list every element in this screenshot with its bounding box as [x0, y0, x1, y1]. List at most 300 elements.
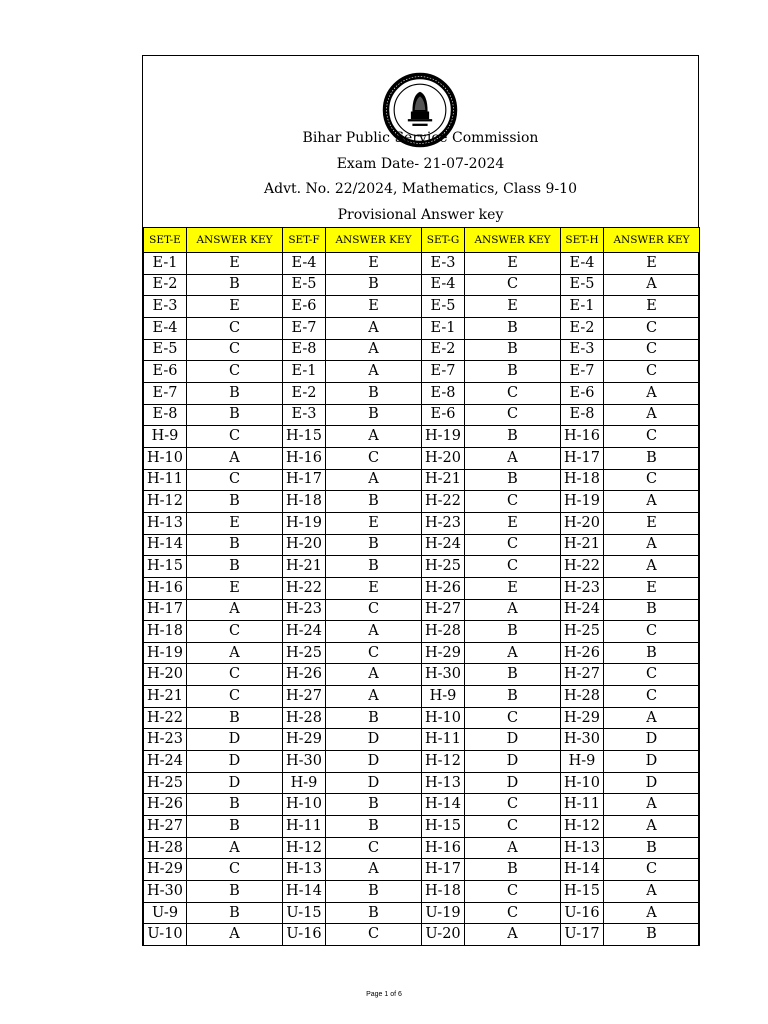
question-code-cell: H-26 [283, 664, 326, 686]
question-code-cell: H-26 [422, 577, 465, 599]
question-code-cell: H-17 [283, 469, 326, 491]
answer-cell: B [604, 599, 700, 621]
question-code-cell: H-16 [144, 577, 187, 599]
answer-cell: E [604, 296, 700, 318]
question-code-cell: H-21 [144, 686, 187, 708]
question-code-cell: H-9 [422, 686, 465, 708]
table-row [144, 469, 700, 491]
answer-cell: B [465, 426, 561, 448]
question-code-cell: H-30 [422, 664, 465, 686]
question-code-cell: U-19 [422, 902, 465, 924]
column-header: SET-F [283, 228, 326, 253]
table-row [144, 296, 700, 318]
answer-cell: E [604, 253, 700, 275]
question-code-cell: H-28 [422, 621, 465, 643]
table-row [144, 772, 700, 794]
question-code-cell: E-1 [561, 296, 604, 318]
question-code-cell: H-19 [283, 512, 326, 534]
question-code-cell: H-12 [561, 816, 604, 838]
question-code-cell: E-8 [422, 382, 465, 404]
question-code-cell: H-15 [144, 556, 187, 578]
answer-cell: B [187, 707, 283, 729]
table-row [144, 729, 700, 751]
answer-cell: C [604, 686, 700, 708]
question-code-cell: U-15 [283, 902, 326, 924]
answer-cell: C [326, 599, 422, 621]
question-code-cell: E-8 [561, 404, 604, 426]
question-code-cell: H-9 [283, 772, 326, 794]
question-code-cell: E-7 [144, 382, 187, 404]
answer-cell: B [187, 902, 283, 924]
answer-cell: A [187, 447, 283, 469]
question-code-cell: H-13 [561, 837, 604, 859]
answer-cell: B [326, 491, 422, 513]
answer-cell: A [326, 469, 422, 491]
answer-cell: C [604, 469, 700, 491]
table-row [144, 599, 700, 621]
answer-cell: D [465, 772, 561, 794]
answer-cell: B [326, 816, 422, 838]
question-code-cell: E-3 [144, 296, 187, 318]
question-code-cell: E-7 [561, 361, 604, 383]
answer-cell: B [187, 816, 283, 838]
answer-cell: A [604, 382, 700, 404]
answer-cell: E [187, 577, 283, 599]
table-row [144, 339, 700, 361]
question-code-cell: H-21 [283, 556, 326, 578]
table-row [144, 621, 700, 643]
question-code-cell: E-5 [144, 339, 187, 361]
table-row [144, 274, 700, 296]
question-code-cell: H-20 [561, 512, 604, 534]
answer-cell: A [604, 881, 700, 903]
answer-cell: C [604, 426, 700, 448]
answer-cell: C [465, 404, 561, 426]
answer-cell: B [465, 339, 561, 361]
question-code-cell: E-6 [561, 382, 604, 404]
organization-title: Bihar Public Service Commission [302, 130, 539, 146]
question-code-cell: U-16 [561, 902, 604, 924]
answer-cell: C [465, 382, 561, 404]
answer-cell: C [604, 339, 700, 361]
answer-cell: B [465, 317, 561, 339]
answer-cell: A [604, 534, 700, 556]
question-code-cell: H-14 [422, 794, 465, 816]
answer-cell: A [604, 491, 700, 513]
question-code-cell: E-1 [144, 253, 187, 275]
table-row [144, 491, 700, 513]
answer-cell: B [326, 902, 422, 924]
answer-cell: C [326, 642, 422, 664]
answer-cell: E [326, 577, 422, 599]
question-code-cell: E-8 [144, 404, 187, 426]
answer-cell: A [604, 404, 700, 426]
question-code-cell: H-26 [561, 642, 604, 664]
answer-cell: E [326, 253, 422, 275]
question-code-cell: H-20 [422, 447, 465, 469]
question-code-cell: E-4 [144, 317, 187, 339]
question-code-cell: U-20 [422, 924, 465, 946]
answer-cell: A [326, 621, 422, 643]
column-header: SET-H [561, 228, 604, 253]
question-code-cell: H-18 [422, 881, 465, 903]
answer-cell: B [326, 556, 422, 578]
table-row [144, 881, 700, 903]
answer-cell: A [326, 664, 422, 686]
question-code-cell: H-14 [561, 859, 604, 881]
document-title: Provisional Answer key [337, 207, 504, 223]
question-code-cell: H-11 [144, 469, 187, 491]
answer-cell: B [326, 534, 422, 556]
answer-cell: D [326, 751, 422, 773]
answer-cell: E [326, 512, 422, 534]
answer-cell: C [604, 317, 700, 339]
question-code-cell: H-12 [144, 491, 187, 513]
answer-cell: A [326, 426, 422, 448]
answer-cell: A [326, 317, 422, 339]
answer-cell: C [465, 816, 561, 838]
answer-cell: B [187, 556, 283, 578]
answer-cell: A [187, 642, 283, 664]
column-header: ANSWER KEY [187, 228, 283, 253]
table-row [144, 707, 700, 729]
table-row [144, 902, 700, 924]
answer-cell: E [187, 253, 283, 275]
answer-cell: D [465, 751, 561, 773]
table-row [144, 361, 700, 383]
answer-cell: B [465, 859, 561, 881]
question-code-cell: U-9 [144, 902, 187, 924]
column-header: ANSWER KEY [326, 228, 422, 253]
question-code-cell: E-3 [561, 339, 604, 361]
answer-cell: C [326, 447, 422, 469]
answer-cell: A [604, 556, 700, 578]
question-code-cell: H-22 [144, 707, 187, 729]
answer-cell: A [604, 274, 700, 296]
answer-cell: B [187, 794, 283, 816]
question-code-cell: H-28 [283, 707, 326, 729]
question-code-cell: E-7 [422, 361, 465, 383]
answer-cell: C [187, 664, 283, 686]
question-code-cell: E-2 [561, 317, 604, 339]
question-code-cell: H-22 [283, 577, 326, 599]
table-row [144, 253, 700, 275]
exam-date: Exam Date- 21-07-2024 [336, 156, 505, 172]
answer-cell: C [465, 556, 561, 578]
question-code-cell: H-23 [422, 512, 465, 534]
answer-cell: B [604, 924, 700, 946]
question-code-cell: H-12 [422, 751, 465, 773]
answer-cell: A [187, 837, 283, 859]
answer-cell: B [465, 686, 561, 708]
answer-cell: E [187, 296, 283, 318]
answer-cell: A [604, 794, 700, 816]
answer-cell: A [326, 859, 422, 881]
question-code-cell: H-27 [422, 599, 465, 621]
question-code-cell: H-26 [144, 794, 187, 816]
question-code-cell: H-16 [561, 426, 604, 448]
answer-cell: B [604, 447, 700, 469]
answer-cell: D [326, 729, 422, 751]
question-code-cell: E-3 [422, 253, 465, 275]
table-row [144, 859, 700, 881]
question-code-cell: H-11 [561, 794, 604, 816]
question-code-cell: H-17 [422, 859, 465, 881]
answer-cell: A [465, 924, 561, 946]
question-code-cell: H-25 [561, 621, 604, 643]
table-row [144, 317, 700, 339]
question-code-cell: H-25 [422, 556, 465, 578]
answer-cell: A [465, 447, 561, 469]
answer-cell: C [465, 707, 561, 729]
answer-cell: C [326, 924, 422, 946]
answer-cell: C [187, 317, 283, 339]
answer-cell: B [187, 881, 283, 903]
question-code-cell: H-15 [283, 426, 326, 448]
question-code-cell: H-12 [283, 837, 326, 859]
question-code-cell: E-5 [422, 296, 465, 318]
answer-cell: C [604, 859, 700, 881]
question-code-cell: H-10 [283, 794, 326, 816]
question-code-cell: H-16 [422, 837, 465, 859]
answer-cell: B [326, 881, 422, 903]
question-code-cell: E-2 [422, 339, 465, 361]
answer-cell: B [604, 837, 700, 859]
answer-cell: E [465, 577, 561, 599]
column-header: ANSWER KEY [604, 228, 700, 253]
answer-cell: C [604, 664, 700, 686]
answer-cell: D [187, 729, 283, 751]
answer-cell: D [187, 772, 283, 794]
question-code-cell: E-1 [283, 361, 326, 383]
answer-cell: A [604, 707, 700, 729]
answer-cell: D [465, 729, 561, 751]
page-number: Page 1 of 6 [366, 991, 402, 998]
answer-cell: E [465, 253, 561, 275]
question-code-cell: E-2 [144, 274, 187, 296]
answer-cell: A [187, 599, 283, 621]
question-code-cell: H-13 [283, 859, 326, 881]
table-row [144, 924, 700, 946]
question-code-cell: H-21 [561, 534, 604, 556]
question-code-cell: E-7 [283, 317, 326, 339]
answer-cell: C [187, 426, 283, 448]
question-code-cell: E-1 [422, 317, 465, 339]
question-code-cell: H-30 [144, 881, 187, 903]
answer-cell: D [604, 772, 700, 794]
answer-cell: E [465, 296, 561, 318]
answer-cell: D [604, 729, 700, 751]
question-code-cell: H-28 [561, 686, 604, 708]
question-code-cell: E-5 [283, 274, 326, 296]
question-code-cell: E-6 [422, 404, 465, 426]
table-header-row [144, 228, 700, 253]
table-row [144, 426, 700, 448]
answer-cell: B [187, 491, 283, 513]
question-code-cell: H-11 [422, 729, 465, 751]
answer-cell: C [465, 902, 561, 924]
question-code-cell: H-18 [283, 491, 326, 513]
answer-cell: B [326, 274, 422, 296]
question-code-cell: H-15 [561, 881, 604, 903]
question-code-cell: E-5 [561, 274, 604, 296]
question-code-cell: H-11 [283, 816, 326, 838]
answer-cell: E [604, 512, 700, 534]
question-code-cell: H-10 [144, 447, 187, 469]
question-code-cell: H-21 [422, 469, 465, 491]
question-code-cell: H-30 [561, 729, 604, 751]
question-code-cell: H-29 [561, 707, 604, 729]
table-row [144, 447, 700, 469]
answer-cell: C [187, 621, 283, 643]
table-row [144, 816, 700, 838]
question-code-cell: H-27 [283, 686, 326, 708]
answer-cell: C [465, 491, 561, 513]
question-code-cell: H-25 [144, 772, 187, 794]
answer-cell: A [465, 837, 561, 859]
answer-cell: B [604, 642, 700, 664]
question-code-cell: H-17 [144, 599, 187, 621]
answer-cell: C [187, 859, 283, 881]
question-code-cell: H-18 [561, 469, 604, 491]
answer-cell: A [604, 816, 700, 838]
question-code-cell: H-25 [283, 642, 326, 664]
table-row [144, 664, 700, 686]
answer-cell: E [604, 577, 700, 599]
question-code-cell: E-6 [144, 361, 187, 383]
answer-cell: D [326, 772, 422, 794]
question-code-cell: H-23 [283, 599, 326, 621]
answer-cell: C [187, 339, 283, 361]
question-code-cell: H-22 [561, 556, 604, 578]
question-code-cell: H-23 [561, 577, 604, 599]
question-code-cell: E-8 [283, 339, 326, 361]
question-code-cell: U-16 [283, 924, 326, 946]
column-header: SET-G [422, 228, 465, 253]
answer-cell: B [326, 382, 422, 404]
question-code-cell: H-9 [144, 426, 187, 448]
answer-cell: C [604, 361, 700, 383]
answer-cell: A [465, 642, 561, 664]
question-code-cell: E-3 [283, 404, 326, 426]
table-row [144, 534, 700, 556]
table-row [144, 512, 700, 534]
question-code-cell: H-29 [144, 859, 187, 881]
question-code-cell: H-10 [422, 707, 465, 729]
answer-cell: B [326, 707, 422, 729]
answer-cell: C [187, 361, 283, 383]
table-row [144, 751, 700, 773]
table-row [144, 686, 700, 708]
answer-cell: B [326, 794, 422, 816]
answer-cell: C [465, 794, 561, 816]
answer-cell: C [326, 837, 422, 859]
question-code-cell: H-24 [561, 599, 604, 621]
question-code-cell: H-24 [144, 751, 187, 773]
question-code-cell: H-13 [422, 772, 465, 794]
table-row [144, 794, 700, 816]
answer-cell: D [604, 751, 700, 773]
question-code-cell: H-10 [561, 772, 604, 794]
answer-cell: E [465, 512, 561, 534]
answer-cell: B [187, 404, 283, 426]
advertisement-info: Advt. No. 22/2024, Mathematics, Class 9-10 [264, 181, 577, 197]
answer-cell: A [187, 924, 283, 946]
answer-cell: E [326, 296, 422, 318]
answer-cell: E [187, 512, 283, 534]
question-code-cell: H-24 [283, 621, 326, 643]
question-code-cell: H-19 [561, 491, 604, 513]
question-code-cell: H-16 [283, 447, 326, 469]
question-code-cell: E-4 [422, 274, 465, 296]
question-code-cell: U-10 [144, 924, 187, 946]
question-code-cell: H-23 [144, 729, 187, 751]
question-code-cell: H-28 [144, 837, 187, 859]
question-code-cell: H-14 [283, 881, 326, 903]
answer-cell: A [604, 902, 700, 924]
answer-cell: C [465, 881, 561, 903]
answer-cell: C [465, 274, 561, 296]
table-row [144, 404, 700, 426]
answer-cell: B [187, 534, 283, 556]
answer-cell: C [187, 469, 283, 491]
question-code-cell: H-14 [144, 534, 187, 556]
question-code-cell: E-4 [561, 253, 604, 275]
table-row [144, 837, 700, 859]
answer-cell: A [326, 339, 422, 361]
question-code-cell: H-19 [144, 642, 187, 664]
answer-cell: B [187, 274, 283, 296]
question-code-cell: H-15 [422, 816, 465, 838]
answer-cell: B [465, 621, 561, 643]
answer-cell: B [326, 404, 422, 426]
table-row [144, 642, 700, 664]
question-code-cell: H-9 [561, 751, 604, 773]
question-code-cell: E-4 [283, 253, 326, 275]
question-code-cell: H-18 [144, 621, 187, 643]
question-code-cell: H-22 [422, 491, 465, 513]
answer-key-table [143, 227, 700, 946]
column-header: SET-E [144, 228, 187, 253]
table-row [144, 577, 700, 599]
column-header: ANSWER KEY [465, 228, 561, 253]
question-code-cell: U-17 [561, 924, 604, 946]
question-code-cell: H-20 [144, 664, 187, 686]
question-code-cell: E-6 [283, 296, 326, 318]
answer-cell: C [604, 621, 700, 643]
question-code-cell: H-13 [144, 512, 187, 534]
question-code-cell: H-30 [283, 751, 326, 773]
answer-cell: B [187, 382, 283, 404]
table-row [144, 382, 700, 404]
table-row [144, 556, 700, 578]
question-code-cell: H-17 [561, 447, 604, 469]
question-code-cell: H-29 [283, 729, 326, 751]
answer-cell: A [326, 361, 422, 383]
answer-cell: C [465, 534, 561, 556]
answer-cell: D [187, 751, 283, 773]
answer-cell: C [187, 686, 283, 708]
answer-cell: A [465, 599, 561, 621]
question-code-cell: H-29 [422, 642, 465, 664]
question-code-cell: E-2 [283, 382, 326, 404]
question-code-cell: H-27 [561, 664, 604, 686]
question-code-cell: H-19 [422, 426, 465, 448]
answer-cell: A [326, 686, 422, 708]
question-code-cell: H-20 [283, 534, 326, 556]
answer-cell: B [465, 361, 561, 383]
answer-cell: B [465, 469, 561, 491]
